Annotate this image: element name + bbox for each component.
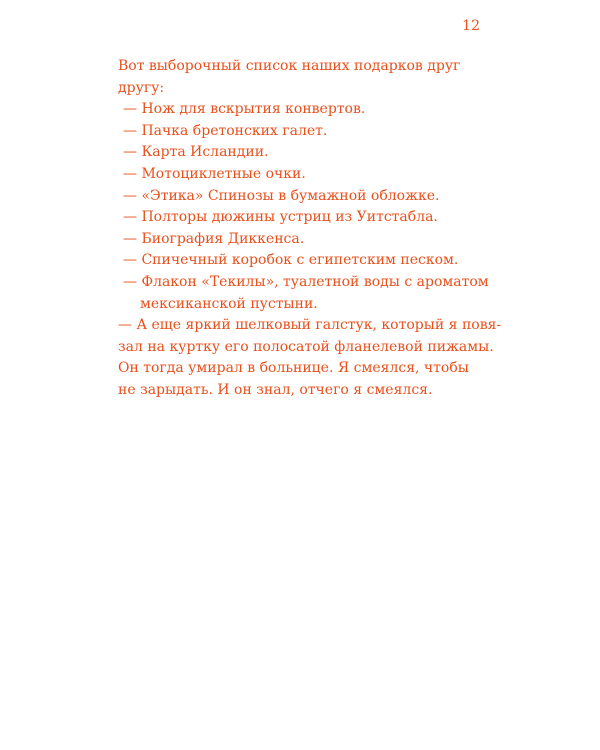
- gift-list-item: — Спичечный коробок с египетским песком.: [123, 252, 459, 269]
- gift-list-item: — Полторы дюжины устриц из Уитстабла.: [123, 209, 438, 226]
- gift-list-item: — Пачка бретонских галет.: [123, 122, 328, 139]
- gift-list-item: — Флакон «Текилы», туалетной воды с ароматом: [123, 273, 489, 290]
- text-line: не зарыдать. И он знал, отчего я смеялся.: [118, 381, 433, 398]
- gift-list-item: — Нож для вскрытия конвертов.: [123, 101, 366, 118]
- gift-list-item: — Биография Диккенса.: [123, 230, 305, 247]
- gift-list-item: — Карта Исландии.: [123, 144, 269, 161]
- gift-list-item: — Мотоциклетные очки.: [123, 165, 306, 182]
- gift-list-item: — «Этика» Спинозы в бумажной обложке.: [123, 187, 440, 204]
- body-text: [118, 56, 502, 402]
- gift-list-item: — А еще яркий шелковый галстук, который я повя-: [118, 317, 502, 334]
- gift-list-item-continued: мексиканской пустыни.: [140, 295, 318, 312]
- page-number: 12: [462, 18, 480, 34]
- text-line: Он тогда умирал в больнице. Я смеялся, чтобы: [118, 360, 469, 377]
- text-line: зал на куртку его полосатой фланелевой пижамы.: [118, 338, 494, 355]
- text-line-intro-2: другу:: [118, 79, 165, 96]
- text-line-intro-1: Вот выборочный список наших подарков друг: [118, 58, 461, 74]
